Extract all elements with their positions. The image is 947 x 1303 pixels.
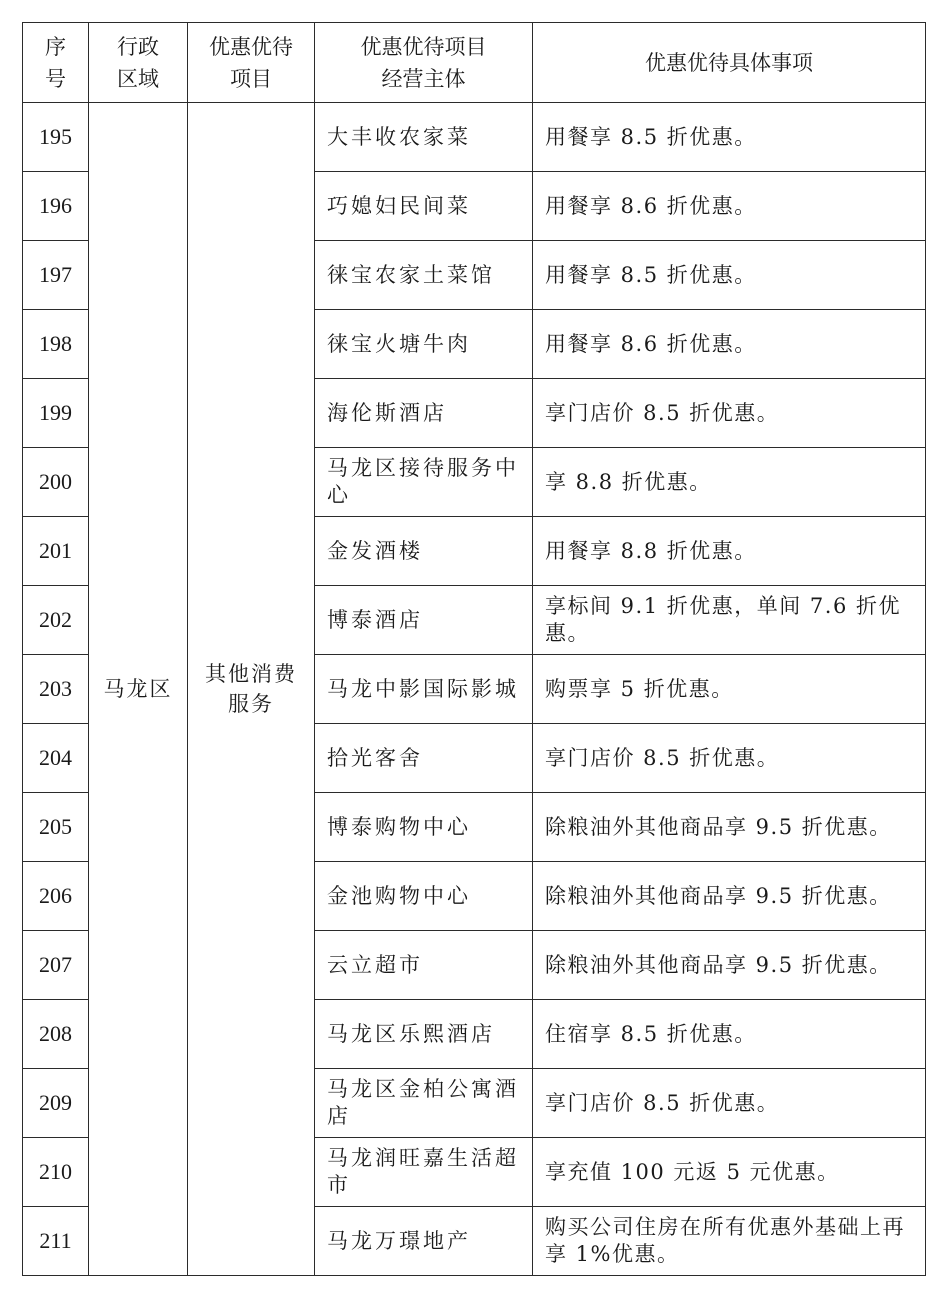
row-detail: 用餐享 8.6 折优惠。 bbox=[533, 310, 926, 379]
row-entity: 马龙区接待服务中心 bbox=[315, 448, 533, 517]
row-entity: 徕宝农家土菜馆 bbox=[315, 241, 533, 310]
row-detail: 用餐享 8.8 折优惠。 bbox=[533, 517, 926, 586]
row-detail: 除粮油外其他商品享 9.5 折优惠。 bbox=[533, 793, 926, 862]
row-detail: 享 8.8 折优惠。 bbox=[533, 448, 926, 517]
row-seq: 195 bbox=[23, 103, 89, 172]
row-seq: 208 bbox=[23, 1000, 89, 1069]
row-detail: 购票享 5 折优惠。 bbox=[533, 655, 926, 724]
row-detail: 用餐享 8.6 折优惠。 bbox=[533, 172, 926, 241]
row-seq: 200 bbox=[23, 448, 89, 517]
table-row bbox=[23, 103, 926, 172]
row-detail: 享标间 9.1 折优惠，单间 7.6 折优惠。 bbox=[533, 586, 926, 655]
region-cell: 马龙区 bbox=[89, 103, 188, 1276]
header-seq-line-2: 号 bbox=[45, 66, 66, 91]
row-seq: 207 bbox=[23, 931, 89, 1000]
row-detail: 用餐享 8.5 折优惠。 bbox=[533, 241, 926, 310]
row-seq: 202 bbox=[23, 586, 89, 655]
row-seq: 199 bbox=[23, 379, 89, 448]
row-entity: 海伦斯酒店 bbox=[315, 379, 533, 448]
row-entity: 云立超市 bbox=[315, 931, 533, 1000]
row-entity: 博泰酒店 bbox=[315, 586, 533, 655]
header-entity-line-2: 经营主体 bbox=[381, 66, 466, 91]
row-seq: 196 bbox=[23, 172, 89, 241]
header-item-line-2: 项目 bbox=[230, 66, 272, 91]
row-seq: 198 bbox=[23, 310, 89, 379]
row-seq: 203 bbox=[23, 655, 89, 724]
row-detail: 享门店价 8.5 折优惠。 bbox=[533, 379, 926, 448]
row-seq: 201 bbox=[23, 517, 89, 586]
row-seq: 210 bbox=[23, 1138, 89, 1207]
item-cell bbox=[188, 103, 315, 1276]
row-entity: 金发酒楼 bbox=[315, 517, 533, 586]
row-detail: 购买公司住房在所有优惠外基础上再享 1%优惠。 bbox=[533, 1207, 926, 1276]
item-cell-line-2: 服务 bbox=[228, 692, 274, 716]
header-detail: 优惠优待具体事项 bbox=[533, 23, 926, 103]
row-detail: 享门店价 8.5 折优惠。 bbox=[533, 1069, 926, 1138]
header-entity-line-1: 优惠优待项目 bbox=[360, 34, 487, 59]
item-cell-line-1: 其他消费 bbox=[205, 662, 297, 686]
row-seq: 206 bbox=[23, 862, 89, 931]
header-item bbox=[188, 23, 315, 103]
row-seq: 205 bbox=[23, 793, 89, 862]
row-detail: 用餐享 8.5 折优惠。 bbox=[533, 103, 926, 172]
row-detail: 住宿享 8.5 折优惠。 bbox=[533, 1000, 926, 1069]
row-entity: 马龙中影国际影城 bbox=[315, 655, 533, 724]
header-seq bbox=[23, 23, 89, 103]
row-seq: 197 bbox=[23, 241, 89, 310]
row-detail: 享充值 100 元返 5 元优惠。 bbox=[533, 1138, 926, 1207]
preferential-treatment-table bbox=[22, 22, 926, 1276]
row-entity: 马龙万璟地产 bbox=[315, 1207, 533, 1276]
table-header-row bbox=[23, 23, 926, 103]
row-seq: 204 bbox=[23, 724, 89, 793]
row-entity: 大丰收农家菜 bbox=[315, 103, 533, 172]
row-seq: 211 bbox=[23, 1207, 89, 1276]
row-entity: 马龙区金柏公寓酒店 bbox=[315, 1069, 533, 1138]
row-entity: 巧媳妇民间菜 bbox=[315, 172, 533, 241]
header-entity bbox=[315, 23, 533, 103]
row-entity: 金池购物中心 bbox=[315, 862, 533, 931]
row-seq: 209 bbox=[23, 1069, 89, 1138]
header-region bbox=[89, 23, 188, 103]
row-entity: 马龙区乐熙酒店 bbox=[315, 1000, 533, 1069]
row-entity: 马龙润旺嘉生活超市 bbox=[315, 1138, 533, 1207]
row-detail: 除粮油外其他商品享 9.5 折优惠。 bbox=[533, 862, 926, 931]
row-entity: 徕宝火塘牛肉 bbox=[315, 310, 533, 379]
row-entity: 博泰购物中心 bbox=[315, 793, 533, 862]
header-region-line-1: 行政 bbox=[117, 34, 159, 59]
header-region-line-2: 区域 bbox=[117, 66, 159, 91]
header-item-line-1: 优惠优待 bbox=[209, 34, 293, 59]
row-detail: 除粮油外其他商品享 9.5 折优惠。 bbox=[533, 931, 926, 1000]
row-entity: 拾光客舍 bbox=[315, 724, 533, 793]
header-seq-line-1: 序 bbox=[45, 34, 66, 59]
row-detail: 享门店价 8.5 折优惠。 bbox=[533, 724, 926, 793]
